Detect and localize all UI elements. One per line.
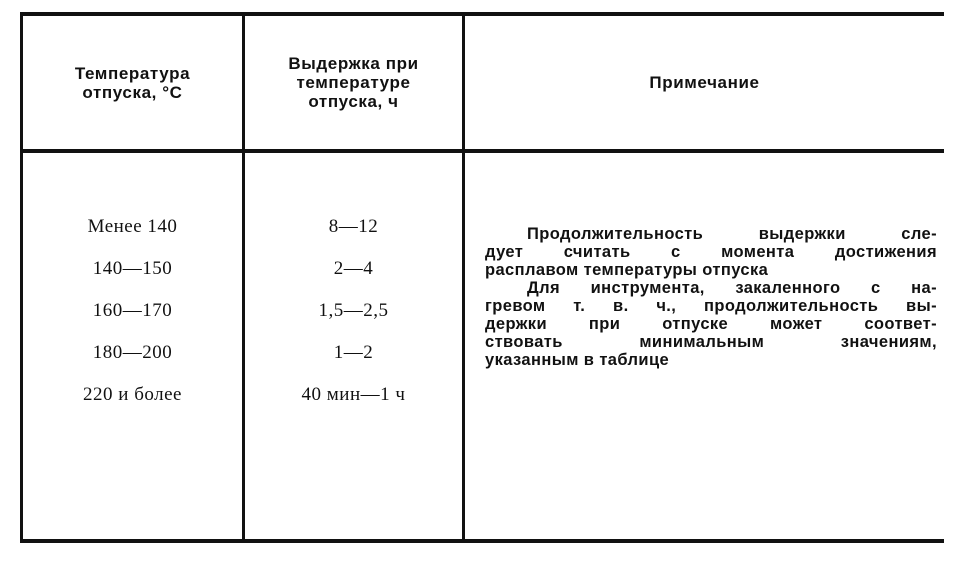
holding-time-cell: 8—12 xyxy=(328,216,379,237)
note-line: гревом т. в. ч., продолжительность вы- xyxy=(485,297,937,315)
temperature-cell: 180—200 xyxy=(92,342,173,363)
note-line: дует считать с момента достижения xyxy=(485,243,937,261)
note-line: расплавом температуры отпуска xyxy=(485,261,769,279)
note-line: указанным в таблице xyxy=(485,351,670,369)
temperature-cell: 160—170 xyxy=(92,300,173,321)
header-temperature-line-1: Температура xyxy=(74,63,191,83)
header-note xyxy=(465,16,944,149)
note-line: ствовать минимальным значениям, xyxy=(485,333,937,351)
header-holding-line-2: температуре xyxy=(296,73,411,92)
header-holding-time xyxy=(245,16,462,149)
header-note-label: Примечание xyxy=(649,73,760,92)
header-temperature xyxy=(23,16,242,149)
holding-time-cell: 2—4 xyxy=(333,258,374,279)
note-text xyxy=(485,225,937,369)
holding-time-column xyxy=(245,216,462,426)
header-temperature-line-2: отпуска, °С xyxy=(82,82,183,102)
note-line: держки при отпуске может соответ- xyxy=(485,315,937,333)
note-line: Для инструмента, закаленного с на- xyxy=(527,279,937,297)
temperature-cell: 220 и более xyxy=(83,384,182,405)
header-separator-rule xyxy=(20,149,944,153)
tempering-table xyxy=(20,12,944,542)
holding-time-cell: 1—2 xyxy=(333,342,374,363)
temperature-column xyxy=(23,216,242,426)
table-bottom-rule xyxy=(20,539,944,543)
note-line: Продолжительность выдержки сле- xyxy=(527,225,937,243)
temperature-cell: Менее 140 xyxy=(87,216,178,237)
header-holding-line-1: Выдержка при xyxy=(288,54,419,73)
temperature-cell: 140—150 xyxy=(92,258,173,279)
header-holding-line-3: отпуска, ч xyxy=(308,92,399,111)
holding-time-cell: 40 мин—1 ч xyxy=(301,384,406,405)
holding-time-cell: 1,5—2,5 xyxy=(318,300,389,321)
